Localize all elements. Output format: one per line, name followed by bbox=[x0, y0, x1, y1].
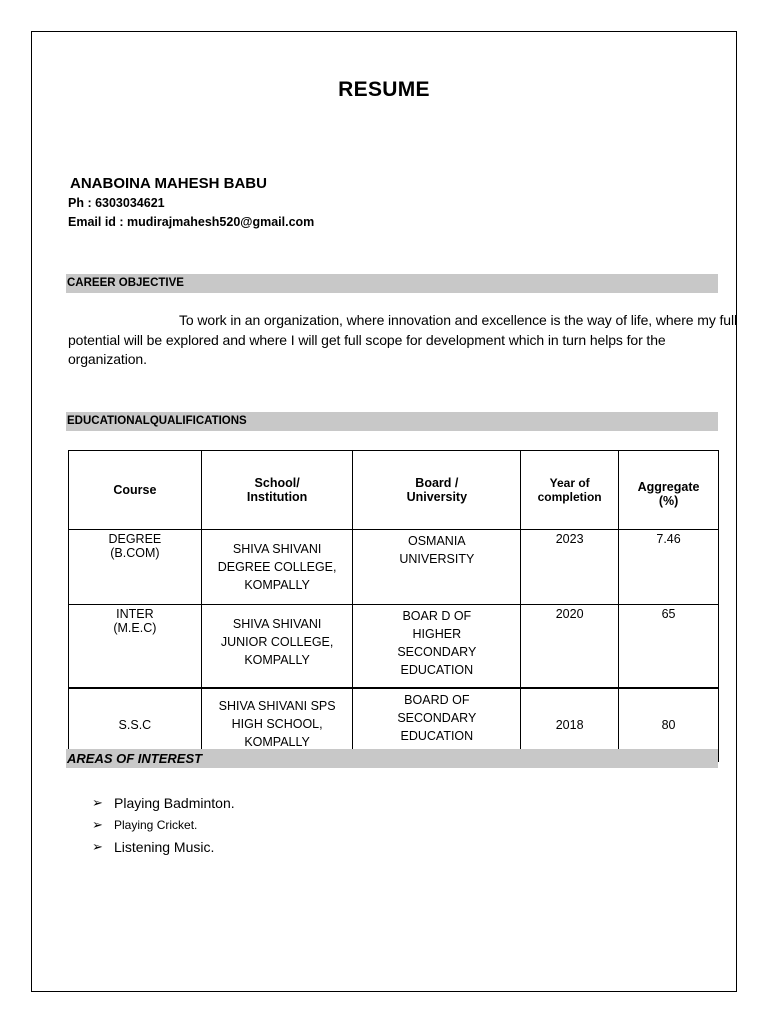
table-row bbox=[69, 530, 719, 605]
cell-school: SHIVA SHIVANI SPS HIGH SCHOOL, KOMPALLY bbox=[201, 688, 353, 762]
arrow-bullet-icon: ➢ bbox=[92, 817, 103, 832]
list-item: ➢ Listening Music. bbox=[92, 839, 215, 855]
list-item: ➢ Playing Cricket. bbox=[92, 817, 198, 832]
cell-year: 2018 bbox=[521, 688, 619, 762]
cell-board: BOAR D OF HIGHER SECONDARY EDUCATION bbox=[353, 605, 521, 689]
candidate-name: ANABOINA MAHESH BABU bbox=[70, 175, 267, 192]
education-table bbox=[68, 450, 719, 762]
cell-school: SHIVA SHIVANI DEGREE COLLEGE, KOMPALLY bbox=[201, 530, 353, 605]
cell-year: 2023 bbox=[521, 530, 619, 605]
arrow-bullet-icon: ➢ bbox=[92, 839, 103, 854]
header-school: School/ Institution bbox=[201, 451, 353, 530]
cell-course: INTER (M.E.C) bbox=[69, 605, 202, 689]
interests-heading: AREAS OF INTEREST bbox=[66, 749, 718, 768]
phone-number: Ph : 6303034621 bbox=[68, 196, 165, 210]
arrow-bullet-icon: ➢ bbox=[92, 795, 103, 810]
cell-aggregate: 65 bbox=[619, 605, 719, 689]
cell-year: 2020 bbox=[521, 605, 619, 689]
header-year: Year of completion bbox=[521, 451, 619, 530]
cell-board: BOARD OF SECONDARY EDUCATION bbox=[353, 688, 521, 762]
email-address: Email id : mudirajmahesh520@gmail.com bbox=[68, 215, 315, 229]
cell-aggregate: 80 bbox=[619, 688, 719, 762]
header-board: Board / University bbox=[353, 451, 521, 530]
interests-list bbox=[92, 795, 235, 861]
header-course: Course bbox=[69, 451, 202, 530]
cell-aggregate: 7.46 bbox=[619, 530, 719, 605]
table-row bbox=[69, 605, 719, 689]
cell-school: SHIVA SHIVANI JUNIOR COLLEGE, KOMPALLY bbox=[201, 605, 353, 689]
header-aggregate: Aggregate (%) bbox=[619, 451, 719, 530]
page-title: RESUME bbox=[338, 78, 430, 101]
cell-course: S.S.C bbox=[69, 688, 202, 762]
table-header-row bbox=[69, 451, 719, 530]
education-heading: EDUCATIONALQUALIFICATIONS bbox=[66, 412, 718, 431]
cell-board: OSMANIA UNIVERSITY bbox=[353, 530, 521, 605]
cell-course: DEGREE (B.COM) bbox=[69, 530, 202, 605]
list-item: ➢ Playing Badminton. bbox=[92, 795, 235, 811]
career-objective-heading: CAREER OBJECTIVE bbox=[66, 274, 718, 293]
career-objective-text: To work in an organization, where innovation and excellence is the way of life, where my full potential will be explored and where I will get full scope for development which in turn helps for the organization. bbox=[68, 312, 738, 367]
